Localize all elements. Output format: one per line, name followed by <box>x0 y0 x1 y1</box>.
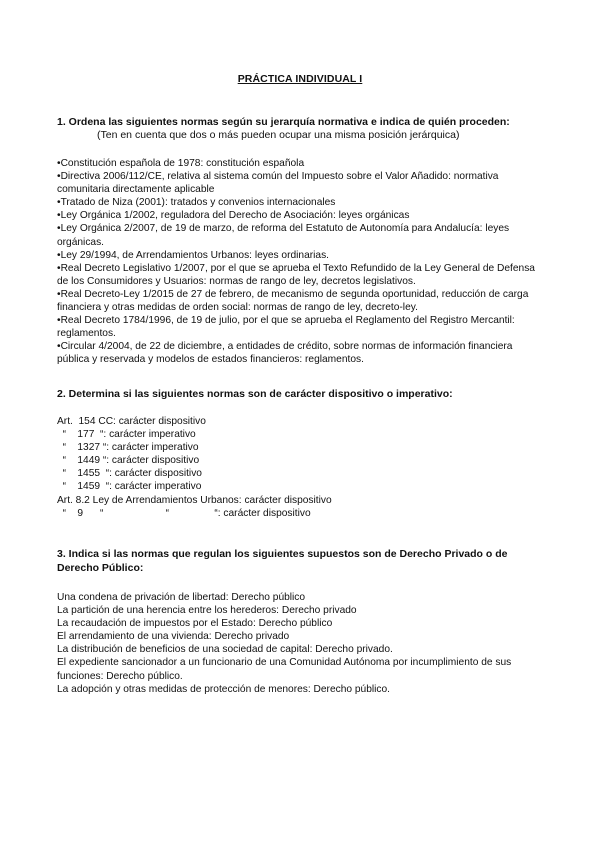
list-item: “ 177 “: carácter imperativo <box>57 429 196 441</box>
list-item: Una condena de privación de libertad: Derecho público <box>57 592 306 603</box>
list-item: •Directiva 2006/112/CE, relativa al sistema común del Impuesto sobre el Valor Añadido: normativa comunitaria directamente aplicable <box>57 171 499 196</box>
list-item: •Ley 29/1994, de Arrendamientos Urbanos: leyes ordinarias. <box>57 249 329 261</box>
list-item: “ 1455 “: carácter dispositivo <box>57 468 202 480</box>
section-1-heading: 1. Ordena las siguientes normas según su jerarquía normativa e indica de quién proceden: <box>57 116 510 128</box>
list-item: “ 1459 “: carácter imperativo <box>57 481 202 493</box>
list-item: •Tratado de Niza (2001): tratados y convenios internacionales <box>57 197 336 209</box>
list-item: Art. 154 CC: carácter dispositivo <box>57 416 206 427</box>
section-2-heading: 2. Determina si las siguientes normas son de carácter dispositivo o imperativo: <box>57 388 453 400</box>
list-item: “ 1327 “: carácter imperativo <box>57 442 199 454</box>
list-item: •Ley Orgánica 2/2007, de 19 de marzo, de reforma del Estatuto de Autonomía para Andalucía: leyes orgánicas. <box>57 223 510 248</box>
list-item: •Circular 4/2004, de 22 de diciembre, a entidades de crédito, sobre normas de información financiera pública y reservada y modelos de estados financieros: reglamentos. <box>57 341 513 366</box>
list-item: •Ley Orgánica 1/2002, reguladora del Derecho de Asociación: leyes orgánicas <box>57 210 410 222</box>
list-item: “ 9 “ “ “: carácter dispositivo <box>57 507 311 519</box>
section-3-heading: 3. Indica si las normas que regulan los siguientes supuestos son de Derecho Privado o de Derecho Público: <box>57 548 508 574</box>
section-2-list <box>57 415 547 520</box>
list-item: La partición de una herencia entre los herederos: Derecho privado <box>57 605 357 617</box>
list-item: •Real Decreto 1784/1996, de 19 de julio, por el que se aprueba el Reglamento del Registro Mercantil: reglamentos. <box>57 315 515 340</box>
list-item: •Real Decreto Legislativo 1/2007, por el que se aprueba el Texto Refundido de la Ley General de Defensa de los Consumidores y Usuarios: normas de rango de ley, decretos legislativos. <box>57 262 535 287</box>
list-item: •Constitución española de 1978: constitución española <box>57 158 305 169</box>
list-item: El arrendamiento de una vivienda: Derecho privado <box>57 631 290 643</box>
list-item: •Real Decreto-Ley 1/2015 de 27 de febrero, de mecanismo de segunda oportunidad, reducción de carga financiera y otras medidas de orden social: normas de rango de ley, decreto-ley. <box>57 288 529 314</box>
list-item: El expediente sancionador a un funcionario de una Comunidad Autónoma por incumplimiento de sus funciones: Derecho público. <box>57 657 512 682</box>
page-title: PRÁCTICA INDIVIDUAL I <box>237 73 363 85</box>
list-item: “ 1449 “: carácter dispositivo <box>57 455 200 467</box>
section-1-list <box>57 157 547 367</box>
list-item: La recaudación de impuestos por el Estado: Derecho público <box>57 618 333 630</box>
section-1-note: (Ten en cuenta que dos o más pueden ocupar una misma posición jerárquica) <box>97 129 460 141</box>
section-3-list <box>57 591 547 696</box>
list-item: La distribución de beneficios de una sociedad de capital: Derecho privado. <box>57 644 393 656</box>
list-item: Art. 8.2 Ley de Arrendamientos Urbanos: carácter dispositivo <box>57 494 332 506</box>
list-item: La adopción y otras medidas de protección de menores: Derecho público. <box>57 683 390 695</box>
